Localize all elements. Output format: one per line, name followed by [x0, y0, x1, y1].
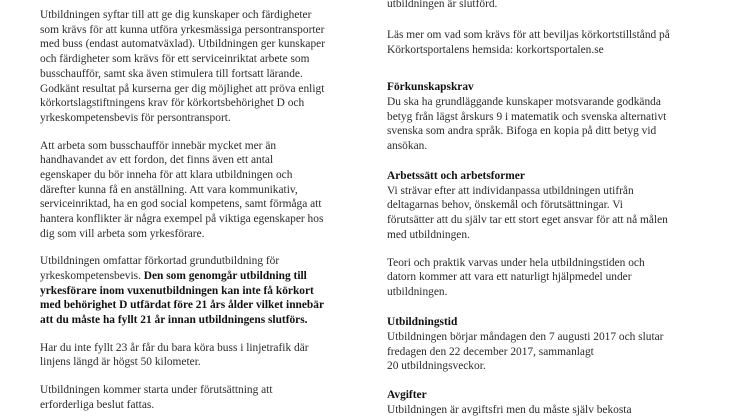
methods-line-3: förutsätter att du själv tar ett stort eget ansvar för att nå målen — [387, 214, 668, 227]
scope-bold-text: Den som genomgår utbildning till — [143, 270, 307, 282]
theory-line-2: datorn kommer att vara ett naturligt hjälpmedel under — [387, 271, 632, 284]
paragraph-purpose-line-7: körkortslagstiftningens krav för körkortsbehörighet D och — [40, 97, 305, 110]
paragraph-role-line-6: hantera konflikter är några exempel på viktiga egenskaper hos — [40, 213, 324, 225]
paragraph-age-line-1: Har du inte fyllt 23 år får du bara köra buss i linjetrafik där — [40, 341, 309, 354]
heading-methods: Arbetssätt och arbetsformer — [387, 170, 525, 182]
paragraph-scope-line-2 — [40, 269, 307, 283]
paragraph-purpose-line-6: Godkänt resultat på kurserna ger dig möjlighet att pröva enligt — [40, 82, 325, 95]
paragraph-scope-bold-line-1: yrkesförare inom vuxenutbildningen kan inte få körkort — [40, 284, 314, 297]
duration-line-2: fredagen den 22 december 2017, sammanlagt — [387, 345, 594, 358]
prereq-line-2: betyg från lägst årskurs 9 i matematik och svenska alternativt — [387, 110, 667, 123]
paragraph-role-line-1: Att arbeta som busschaufför innebär mycket mer än — [40, 139, 277, 152]
paragraph-role-line-2: handhavandet av ett fordon, det finns även ett antal — [40, 154, 274, 167]
paragraph-purpose-line-5: busschaufför, samt ska även stimulera till fortsatt lärande. — [40, 67, 303, 80]
methods-line-4: med utbildningen. — [387, 228, 470, 241]
theory-line-1: Teori och praktik varvas under hela utbildningstiden och — [387, 256, 645, 269]
paragraph-condition-line-2: erforderliga beslut fattas. — [40, 398, 155, 411]
paragraph-scope-line-1: Utbildningen omfattar förkortad grundutbildning för — [40, 255, 280, 268]
paragraph-purpose-line-4: och färdigheter som krävs för ett serviceinriktat arbete som — [40, 53, 310, 66]
prereq-line-3: svenska som andra språk. Bifoga en kopia på ditt betyg vid — [387, 125, 657, 138]
paragraph-condition-line-1: Utbildningen kommer starta under förutsättning att — [40, 384, 273, 396]
methods-line-1: Vi strävar efter att individanpassa utbildningen utifrån — [387, 184, 634, 197]
paragraph-purpose-line-1: Utbildningen syftar till att ge dig kunskaper och färdigheter — [40, 9, 312, 21]
prereq-line-1: Du ska ha grundläggande kunskaper motsvarande godkända — [387, 96, 661, 108]
heading-fees: Avgifter — [387, 389, 427, 401]
continued-text-line: utbildningen är slutförd. — [387, 0, 498, 10]
paragraph-scope-bold-line-2: med behörighet D utfärdat före 21 års ålder vilket innebär — [40, 299, 325, 312]
paragraph-age-line-2: linjens längd är högst 50 kilometer. — [40, 356, 201, 369]
info-line-1: Läs mer om vad som krävs för att beviljas körkortstillstånd på — [387, 29, 670, 41]
scope-normal-text: yrkeskompetensbevis. — [40, 270, 144, 282]
paragraph-role-line-5: serviceinriktad, ha en god social kompetens, samt förmåga att — [40, 198, 322, 211]
theory-line-3: utbildningen. — [387, 285, 448, 298]
fees-line-1: Utbildningen är avgiftsfri men du måste själv bekosta — [387, 404, 632, 416]
heading-duration: Utbildningstid — [387, 316, 458, 328]
prereq-line-4: ansökan. — [387, 140, 428, 153]
duration-line-3: 20 utbildningsveckor. — [387, 360, 486, 373]
duration-line-1: Utbildningen börjar måndagen den 7 augusti 2017 och slutar — [387, 331, 664, 343]
paragraph-purpose-line-3: med buss (endast automatväxlad). Utbildningen ger kunskaper — [40, 38, 326, 51]
heading-prerequisites: Förkunskapskrav — [387, 81, 474, 93]
paragraph-purpose-line-2: som krävs för att kunna utföra yrkesmässiga persontransporter — [40, 23, 325, 36]
paragraph-purpose-line-8: yrkeskompetensbevis för persontransport. — [40, 111, 231, 124]
methods-line-2: deltagarnas behov, önskemål och förutsättningar. Vi — [387, 199, 623, 212]
paragraph-role-line-4: därefter kunna få en anställning. Att vara kommunikativ, — [40, 183, 298, 196]
paragraph-role-line-3: egenskaper du bör inneha för att klara utbildningen och — [40, 168, 293, 181]
paragraph-scope-bold-line-3: att du måste ha fyllt 21 år innan utbildningens slutförs. — [40, 314, 308, 327]
paragraph-role-line-7: dig som vill arbeta som yrkesförare. — [40, 227, 205, 240]
info-line-2: Körkortsportalens hemsida: korkortsportalen.se — [387, 43, 604, 56]
